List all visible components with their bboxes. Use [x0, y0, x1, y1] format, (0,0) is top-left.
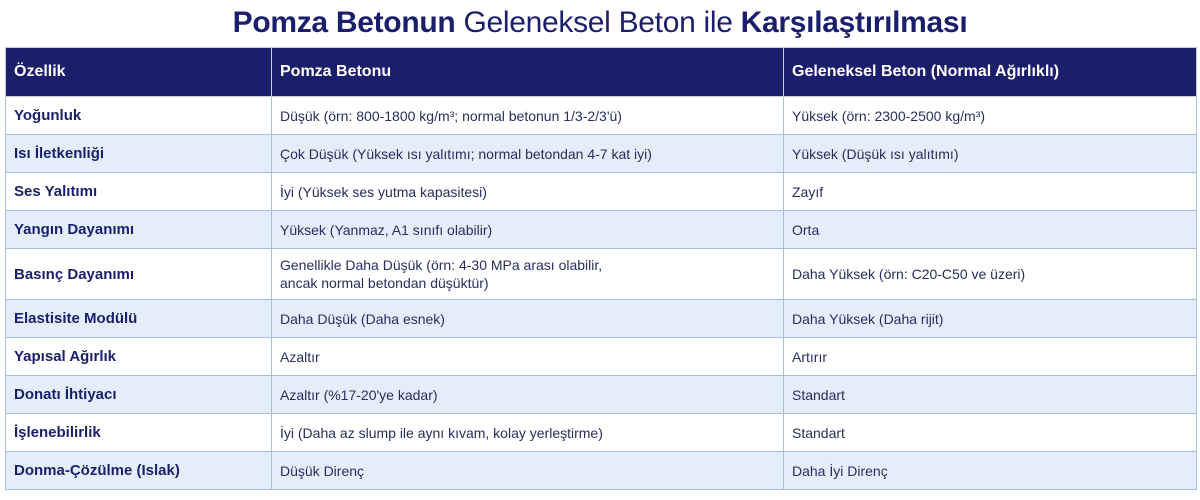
feature-cell: Yoğunluk: [6, 97, 272, 135]
pumice-cell: Azaltır: [272, 338, 784, 376]
feature-cell: Donatı İhtiyacı: [6, 376, 272, 414]
table-row: [6, 376, 1197, 414]
conventional-cell: Daha Yüksek (Daha rijit): [784, 300, 1197, 338]
feature-cell: Elastisite Modülü: [6, 300, 272, 338]
table-row: [6, 135, 1197, 173]
table-row: [6, 300, 1197, 338]
feature-cell: Isı İletkenliği: [6, 135, 272, 173]
conventional-cell: Artırır: [784, 338, 1197, 376]
conventional-cell: Orta: [784, 211, 1197, 249]
pumice-cell-text: Genellikle Daha Düşük (örn: 4-30 MPa arası olabilir, ancak normal betondan düşüktür): [280, 257, 603, 291]
pumice-cell: Azaltır (%17-20'ye kadar): [272, 376, 784, 414]
pumice-cell: Yüksek (Yanmaz, A1 sınıfı olabilir): [272, 211, 784, 249]
conventional-cell: Standart: [784, 414, 1197, 452]
table-row: [6, 452, 1197, 490]
feature-cell: Donma-Çözülme (Islak): [6, 452, 272, 490]
pumice-cell: Düşük Direnç: [272, 452, 784, 490]
feature-cell: Yangın Dayanımı: [6, 211, 272, 249]
page-title: [0, 0, 1200, 46]
table-row: [6, 173, 1197, 211]
feature-cell: İşlenebilirlik: [6, 414, 272, 452]
conventional-cell: Zayıf: [784, 173, 1197, 211]
header-pumice-concrete: Pomza Betonu: [272, 48, 784, 97]
comparison-table: [5, 47, 1197, 490]
header-conventional-concrete: Geleneksel Beton (Normal Ağırlıklı): [784, 48, 1197, 97]
conventional-cell: Daha İyi Direnç: [784, 452, 1197, 490]
table-row: [6, 338, 1197, 376]
title-part-1: Pomza Betonun: [232, 6, 456, 39]
pumice-cell: İyi (Yüksek ses yutma kapasitesi): [272, 173, 784, 211]
conventional-cell: Daha Yüksek (örn: C20-C50 ve üzeri): [784, 249, 1197, 300]
table-header-row: [6, 48, 1197, 97]
feature-cell: Basınç Dayanımı: [6, 249, 272, 300]
table-row: [6, 97, 1197, 135]
conventional-cell: Yüksek (örn: 2300-2500 kg/m³): [784, 97, 1197, 135]
pumice-cell: Daha Düşük (Daha esnek): [272, 300, 784, 338]
feature-cell: Ses Yalıtımı: [6, 173, 272, 211]
table-row: [6, 211, 1197, 249]
conventional-cell: Yüksek (Düşük ısı yalıtımı): [784, 135, 1197, 173]
pumice-cell: [272, 249, 784, 300]
header-feature: Özellik: [6, 48, 272, 97]
feature-cell: Yapısal Ağırlık: [6, 338, 272, 376]
pumice-cell: Düşük (örn: 800-1800 kg/m³; normal betonun 1/3-2/3'ü): [272, 97, 784, 135]
title-part-3: Karşılaştırılması: [740, 6, 968, 39]
table-row: [6, 414, 1197, 452]
conventional-cell: Standart: [784, 376, 1197, 414]
pumice-cell: İyi (Daha az slump ile aynı kıvam, kolay yerleştirme): [272, 414, 784, 452]
pumice-cell: Çok Düşük (Yüksek ısı yalıtımı; normal betondan 4-7 kat iyi): [272, 135, 784, 173]
title-part-2: Geleneksel Beton ile: [455, 6, 741, 39]
table-row: [6, 249, 1197, 300]
